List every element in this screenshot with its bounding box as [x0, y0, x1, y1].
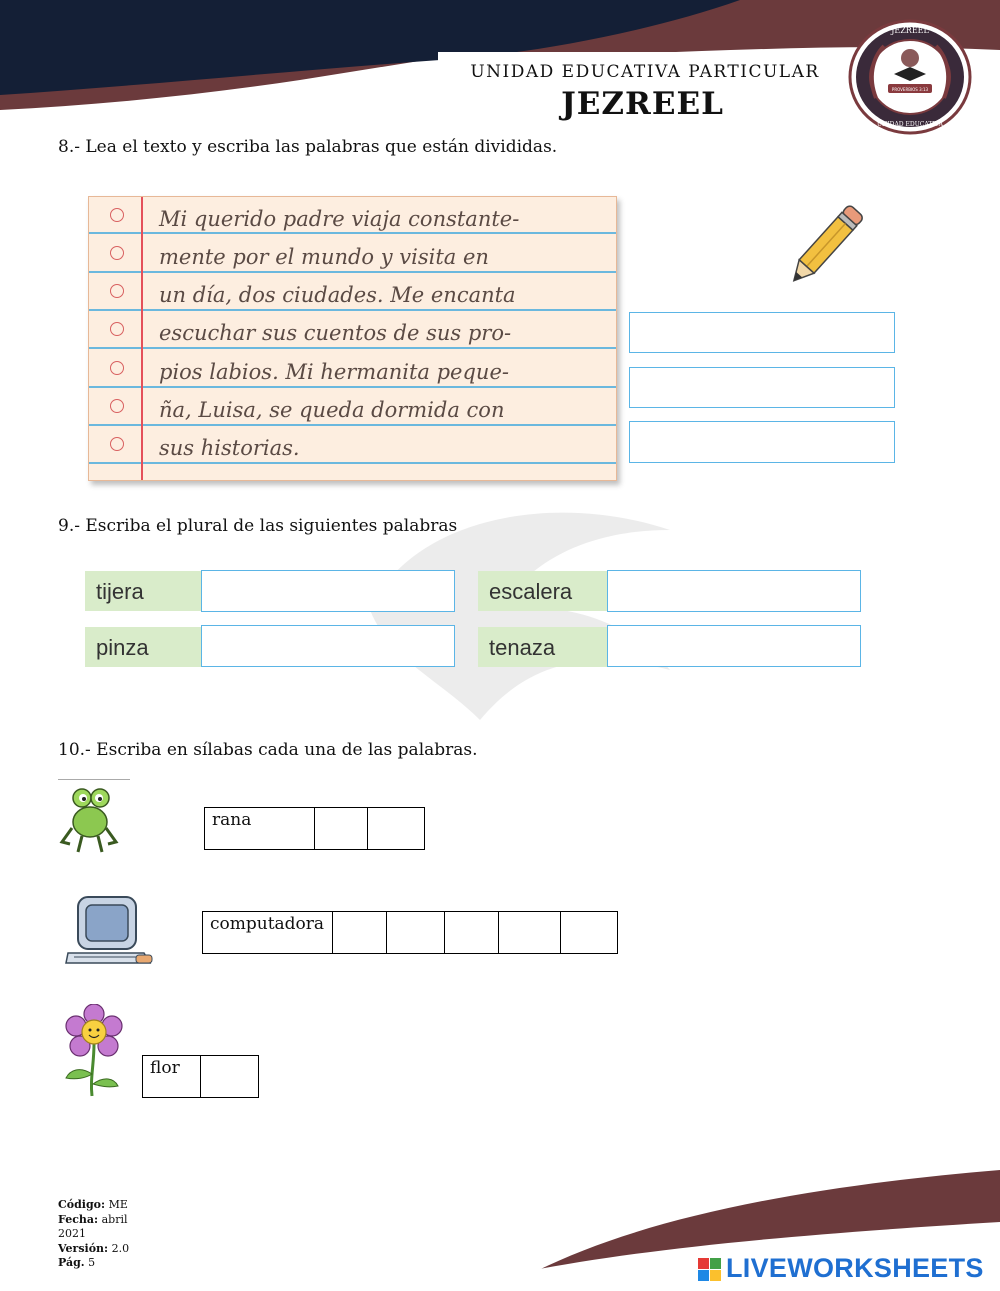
version-label: Versión: — [58, 1241, 109, 1255]
date-value: abril — [101, 1212, 128, 1226]
plural-word-tijera: tijera — [85, 571, 202, 611]
date-year: 2021 — [58, 1227, 86, 1240]
school-seal-logo — [846, 18, 974, 136]
version-value: 2.0 — [111, 1241, 130, 1255]
passage-line: Mi querido padre viaja constante- — [159, 207, 520, 231]
syllable-cell[interactable] — [333, 912, 387, 954]
logo-top-text: JEZREEL — [891, 26, 929, 35]
divider — [58, 779, 130, 780]
plural-word-escalera: escalera — [478, 571, 608, 611]
question-9-prompt: 9.- Escriba el plural de las siguientes palabras — [58, 516, 458, 536]
logo-bottom-text: UNIDAD EDUCATIVA — [876, 121, 944, 128]
syllable-table-rana — [204, 807, 425, 850]
syllable-cell[interactable] — [445, 912, 499, 954]
syllable-table-flor — [142, 1055, 259, 1098]
syllable-cell[interactable] — [387, 912, 445, 954]
code-label: Código: — [58, 1198, 106, 1211]
pencil-icon — [780, 195, 872, 295]
notebook-hole — [110, 322, 124, 336]
syllable-cell[interactable] — [499, 912, 561, 954]
notebook-hole — [110, 399, 124, 413]
syllable-word-flor: flor — [143, 1056, 201, 1098]
liveworksheets-brand[interactable]: LIVEWORKSHEETS — [726, 1253, 984, 1283]
notebook-hole — [110, 437, 124, 451]
passage-line: escuchar sus cuentos de sus pro- — [159, 321, 512, 345]
liveworksheets-logo-icon — [698, 1258, 722, 1282]
divided-word-answer-2[interactable] — [629, 367, 895, 408]
notebook-hole — [110, 246, 124, 260]
plural-answer-tenaza[interactable] — [607, 625, 861, 667]
page-label: Pág. — [58, 1256, 85, 1269]
question-8-prompt: 8.- Lea el texto y escriba las palabras que están divididas. — [58, 137, 558, 157]
notebook-hole — [110, 284, 124, 298]
notebook-text-passage — [88, 196, 617, 481]
plural-answer-escalera[interactable] — [607, 570, 861, 612]
syllable-word-rana: rana — [205, 808, 315, 850]
frog-illustration — [58, 782, 120, 854]
passage-line: ña, Luisa, se queda dormida con — [159, 398, 505, 422]
syllable-cell[interactable] — [315, 808, 368, 850]
passage-line: mente por el mundo y visita en — [159, 245, 489, 269]
plural-answer-tijera[interactable] — [201, 570, 455, 612]
plural-answer-pinza[interactable] — [201, 625, 455, 667]
computer-illustration — [64, 893, 158, 969]
document-info — [58, 1198, 129, 1271]
date-label: Fecha: — [58, 1212, 99, 1226]
passage-line: un día, dos ciudades. Me encanta — [159, 283, 516, 307]
flower-illustration — [60, 1004, 130, 1098]
passage-line: pios labios. Mi hermanita peque- — [159, 360, 509, 384]
school-name: JEZREEL — [561, 86, 724, 122]
school-subtitle: UNIDAD EDUCATIVA PARTICULAR — [470, 62, 820, 82]
divided-word-answer-3[interactable] — [629, 421, 895, 463]
syllable-table-computadora — [202, 911, 618, 954]
code-value: ME — [108, 1198, 128, 1211]
logo-banner-text: PROVERBIOS 3:13 — [891, 87, 929, 92]
syllable-word-computadora: computadora — [203, 912, 333, 954]
question-10-prompt: 10.- Escriba en sílabas cada una de las palabras. — [58, 740, 478, 760]
syllable-cell[interactable] — [201, 1056, 259, 1098]
syllable-cell[interactable] — [561, 912, 618, 954]
syllable-cell[interactable] — [368, 808, 425, 850]
notebook-hole — [110, 208, 124, 222]
plural-word-tenaza: tenaza — [478, 627, 608, 667]
plural-word-pinza: pinza — [85, 627, 202, 667]
divided-word-answer-1[interactable] — [629, 312, 895, 353]
page-number: 5 — [88, 1256, 96, 1269]
passage-line: sus historias. — [159, 436, 300, 460]
notebook-hole — [110, 361, 124, 375]
